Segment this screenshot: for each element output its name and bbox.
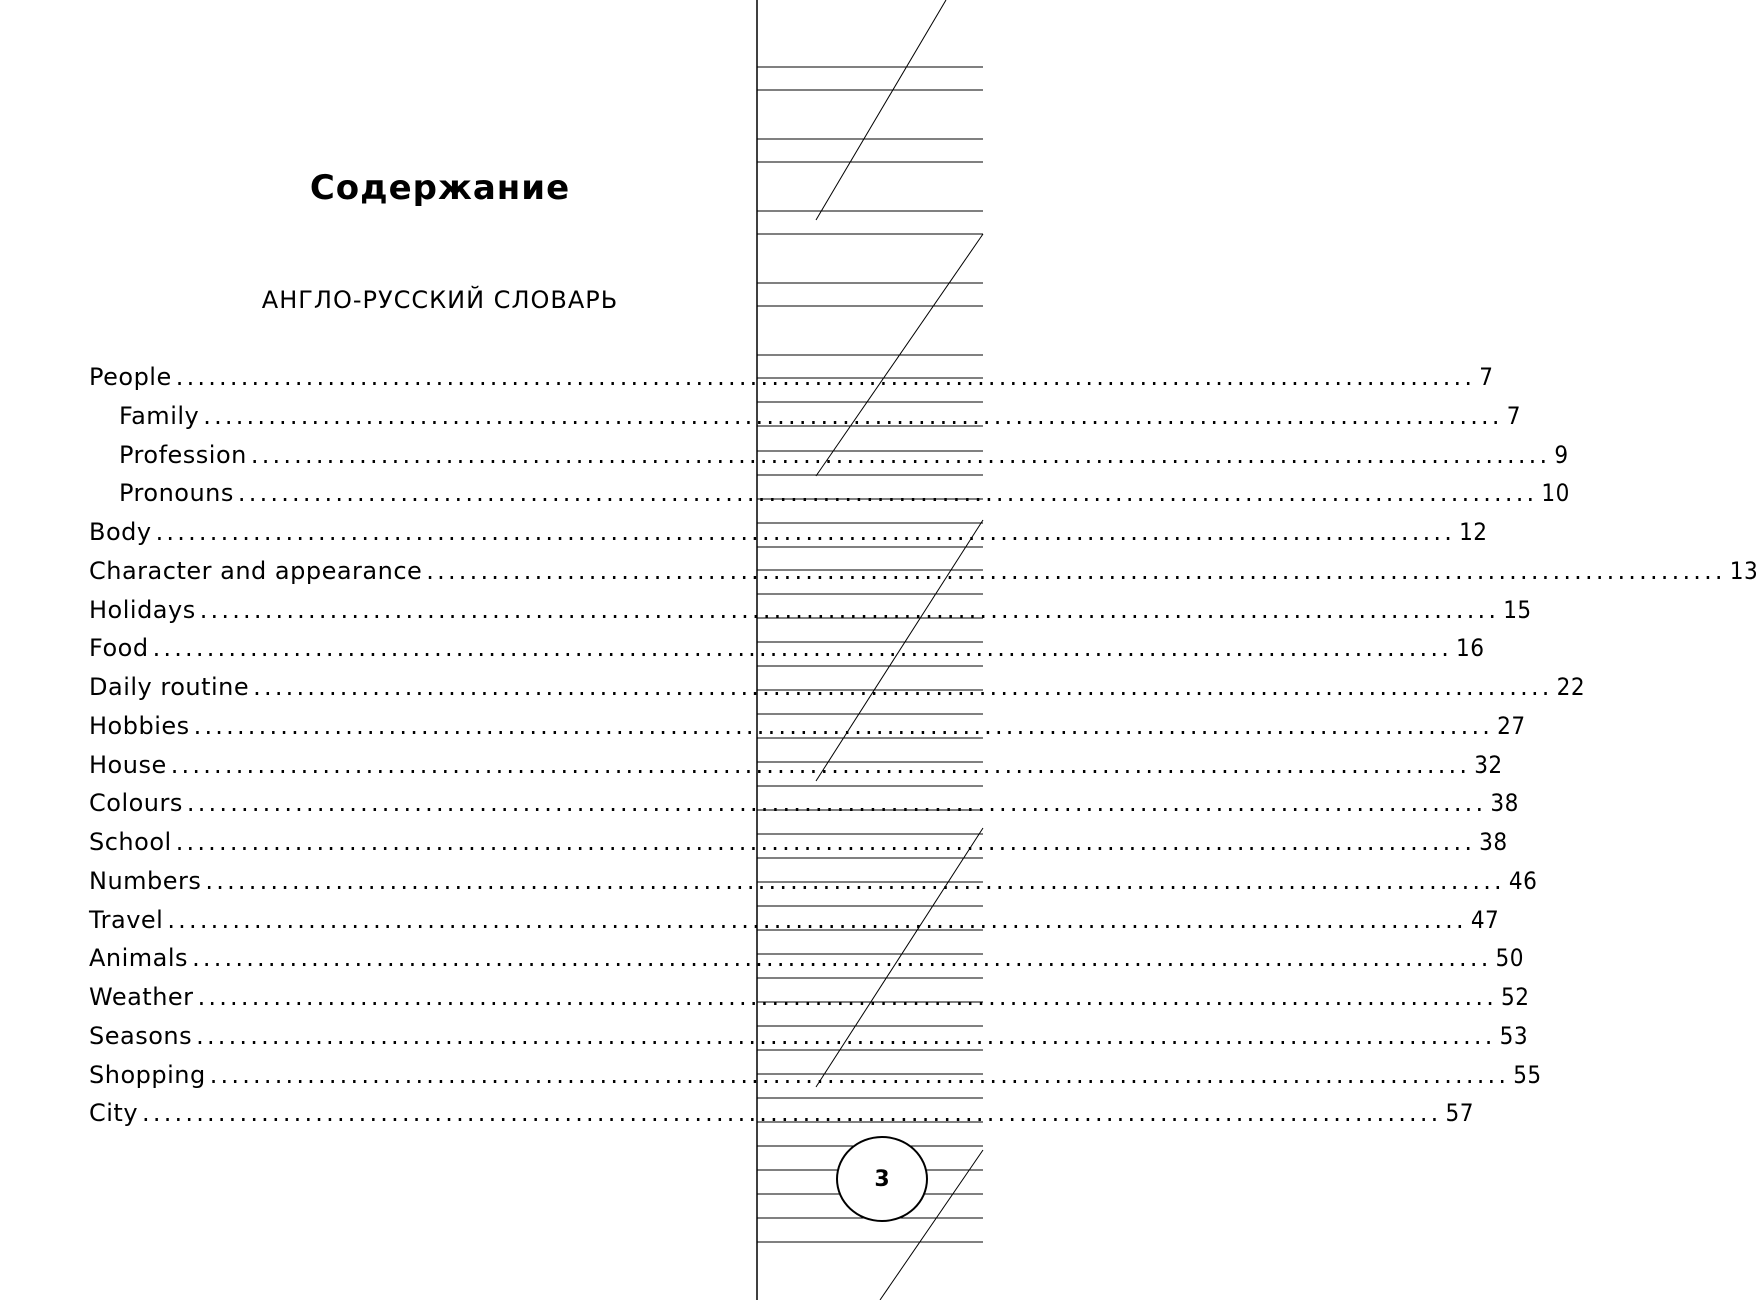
toc-entry-page: 32 bbox=[1474, 750, 1503, 779]
toc-entry-label: Weather bbox=[89, 983, 194, 1011]
toc-dot-leader: ........................................................................................................................ bbox=[203, 401, 1503, 430]
toc-entry-label: School bbox=[89, 828, 172, 856]
toc-dot-leader: ........................................................................................................................ bbox=[250, 440, 1551, 469]
toc-dot-leader: ........................................................................................................................ bbox=[426, 556, 1726, 585]
toc-entry[interactable] bbox=[89, 363, 1494, 402]
page-number-badge bbox=[836, 1136, 928, 1222]
toc-dot-leader: ........................................................................................................................ bbox=[193, 711, 1494, 740]
toc-dot-leader: ........................................................................................................................ bbox=[196, 1021, 1496, 1050]
toc-entry[interactable] bbox=[89, 440, 1569, 480]
toc-dot-leader: ........................................................................................................................ bbox=[209, 1060, 1510, 1089]
page-number: 3 bbox=[874, 1166, 890, 1192]
toc-entry-page: 50 bbox=[1495, 944, 1524, 973]
toc-entry-label: Hobbies bbox=[89, 711, 190, 740]
toc-entry[interactable] bbox=[89, 828, 1508, 867]
toc-dot-leader: ........................................................................................................................ bbox=[175, 828, 1476, 856]
toc-dot-leader: ........................................................................................................................ bbox=[253, 673, 1553, 701]
toc-dot-leader: ........................................................................................................................ bbox=[205, 866, 1505, 895]
toc-entry-label: Pronouns bbox=[119, 479, 234, 508]
toc-entry-label: House bbox=[89, 750, 167, 779]
toc-entry[interactable] bbox=[89, 479, 1570, 518]
toc-entry[interactable] bbox=[89, 983, 1530, 1022]
toc-entry-page: 46 bbox=[1508, 866, 1538, 895]
toc-entry[interactable] bbox=[89, 711, 1526, 751]
toc-dot-leader: ........................................................................................................................ bbox=[155, 518, 1456, 546]
toc-entry-page: 52 bbox=[1501, 983, 1530, 1011]
toc-dot-leader: ........................................................................................................................ bbox=[197, 983, 1498, 1011]
toc-entry-label: City bbox=[89, 1099, 139, 1128]
toc-entry[interactable] bbox=[89, 905, 1500, 945]
toc-entry-page: 38 bbox=[1479, 828, 1508, 856]
toc-entry-label: Seasons bbox=[89, 1021, 193, 1050]
toc-entry[interactable] bbox=[89, 1099, 1474, 1138]
toc-entry[interactable] bbox=[89, 944, 1524, 983]
toc-entry-label: Daily routine bbox=[89, 673, 250, 701]
toc-entry[interactable] bbox=[89, 866, 1538, 906]
toc-entry-label: Shopping bbox=[89, 1060, 206, 1089]
toc-entry-page: 12 bbox=[1459, 518, 1488, 546]
toc-entry-label: Family bbox=[119, 401, 200, 430]
toc-dot-leader: ........................................................................................................................ bbox=[199, 595, 1500, 624]
toc-entry[interactable] bbox=[89, 673, 1586, 712]
toc-entry[interactable] bbox=[89, 595, 1532, 635]
toc-entry[interactable] bbox=[89, 401, 1521, 441]
toc-dot-leader: ........................................................................................................................ bbox=[175, 363, 1476, 391]
toc-dot-leader: ........................................................................................................................ bbox=[170, 750, 1471, 779]
toc-entry-label: Character and appearance bbox=[89, 556, 423, 585]
toc-entry-label: People bbox=[89, 363, 172, 391]
toc-entry[interactable] bbox=[89, 1060, 1542, 1100]
toc-entry-page: 15 bbox=[1503, 595, 1532, 624]
toc-entry-page: 53 bbox=[1499, 1021, 1529, 1050]
toc-entry-page: 38 bbox=[1490, 789, 1519, 818]
toc-entry-page: 10 bbox=[1541, 479, 1570, 508]
toc-entry[interactable] bbox=[89, 556, 1758, 596]
section-subtitle: АНГЛО-РУССКИЙ СЛОВАРЬ bbox=[261, 286, 619, 314]
toc-entry-page: 55 bbox=[1513, 1060, 1542, 1089]
toc-entry-label: Food bbox=[89, 634, 149, 663]
toc-entry-page: 16 bbox=[1456, 634, 1485, 663]
toc-entry-page: 47 bbox=[1470, 905, 1500, 934]
toc-entry[interactable] bbox=[89, 789, 1519, 828]
toc-entry[interactable] bbox=[89, 750, 1503, 790]
toc-entry-label: Body bbox=[89, 518, 152, 546]
toc-entry-label: Profession bbox=[119, 440, 247, 469]
toc-entry-page: 57 bbox=[1445, 1099, 1474, 1128]
toc-entry-page: 27 bbox=[1497, 711, 1526, 740]
table-of-contents bbox=[89, 363, 1758, 1138]
toc-entry[interactable] bbox=[89, 1021, 1529, 1061]
toc-dot-leader: ........................................................................................................................ bbox=[167, 905, 1467, 934]
toc-entry-label: Holidays bbox=[89, 595, 196, 624]
page-title: Содержание bbox=[309, 168, 571, 208]
toc-entry[interactable] bbox=[89, 634, 1485, 673]
toc-entry-page: 9 bbox=[1554, 440, 1569, 469]
toc-entry-label: Travel bbox=[89, 905, 164, 934]
toc-entry-page: 7 bbox=[1479, 363, 1494, 391]
toc-entry-label: Numbers bbox=[89, 866, 202, 895]
toc-entry-page: 7 bbox=[1506, 401, 1521, 430]
toc-dot-leader: ........................................................................................................................ bbox=[186, 789, 1487, 818]
toc-dot-leader: ........................................................................................................................ bbox=[237, 479, 1538, 508]
toc-entry-label: Animals bbox=[89, 944, 189, 973]
toc-dot-leader: ........................................................................................................................ bbox=[152, 634, 1453, 663]
toc-entry-page: 13 bbox=[1729, 556, 1758, 585]
toc-dot-leader: ........................................................................................................................ bbox=[192, 944, 1492, 973]
toc-dot-leader: ........................................................................................................................ bbox=[142, 1099, 1442, 1128]
toc-entry[interactable] bbox=[89, 518, 1488, 557]
toc-entry-page: 22 bbox=[1556, 673, 1586, 701]
toc-entry-label: Colours bbox=[89, 789, 183, 818]
